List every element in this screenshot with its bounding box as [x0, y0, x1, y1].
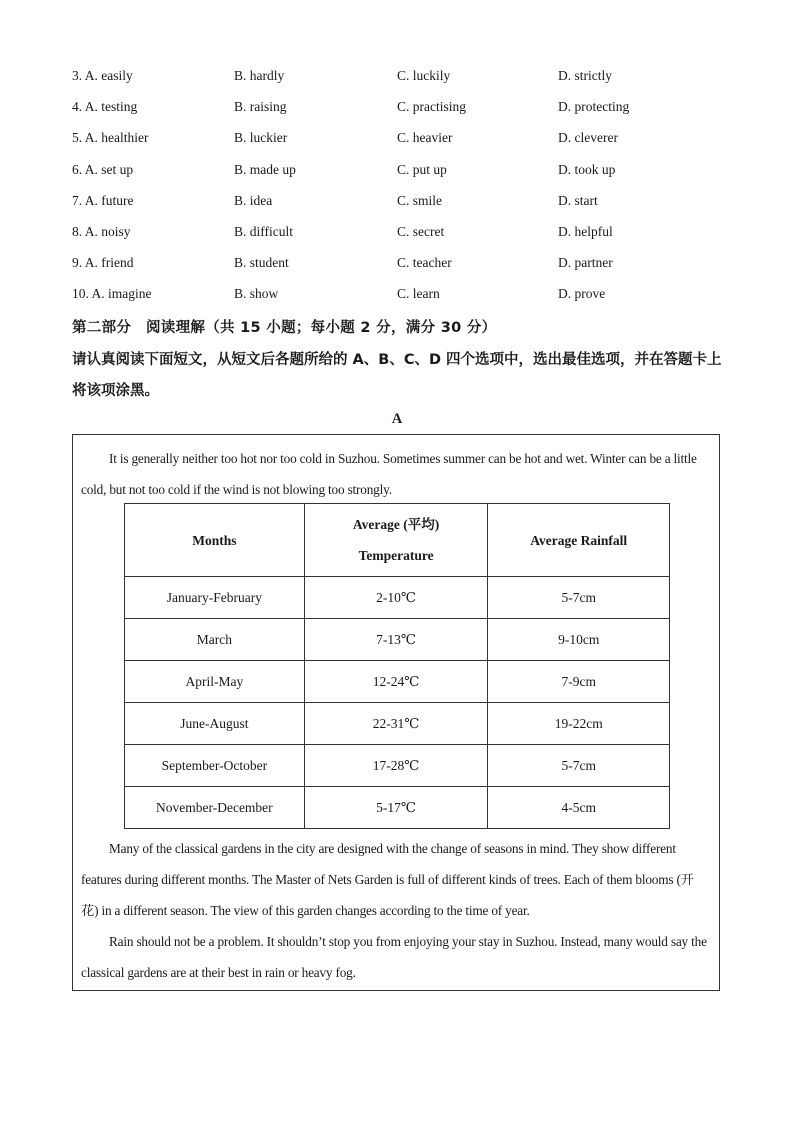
option-c: C. practising [397, 99, 466, 115]
weather-table [124, 503, 670, 829]
option-c: C. smile [397, 192, 443, 208]
cell-rainfall: 7-9cm [488, 661, 670, 703]
cell-months: April-May [125, 661, 305, 703]
option-row-3 [72, 64, 732, 95]
question-number: 6. A. [72, 161, 98, 177]
question-number: 4. A. [72, 99, 98, 115]
header-rainfall: Average Rainfall [488, 504, 670, 577]
option-b: B. show [234, 286, 279, 302]
option-b: B. hardly [234, 68, 285, 83]
option-b: B. raising [234, 99, 287, 115]
option-d: D. partner [558, 255, 613, 271]
option-a [72, 224, 131, 240]
cell-rainfall: 19-22cm [488, 703, 670, 745]
option-c: C. put up [397, 161, 447, 177]
cell-temperature: 2-10℃ [304, 577, 488, 619]
cell-temperature: 7-13℃ [304, 619, 488, 661]
option-row-5 [72, 126, 732, 157]
passage-paragraph-3: Rain should not be a problem. It shouldn’t stop you from enjoying your stay in Suzhou. Instead, many would say the classical gardens are at their best in rain or heavy fog. [81, 934, 707, 980]
option-c: C. learn [397, 286, 440, 302]
option-a [72, 255, 134, 271]
cell-temperature: 5-17℃ [304, 787, 488, 829]
option-a-text: testing [101, 99, 138, 115]
cell-rainfall: 5-7cm [488, 577, 670, 619]
header-temperature-line1: Average (平均) [352, 517, 440, 532]
option-d: D. took up [558, 161, 616, 177]
passage-paragraph-1: It is generally neither too hot nor too cold in Suzhou. Sometimes summer can be hot and wet. Winter can be a little cold, but not too cold if the wind is not blowing too strongly. [81, 451, 697, 497]
option-b: B. student [234, 255, 289, 271]
option-c: C. secret [397, 223, 445, 239]
cell-months: March [125, 619, 305, 661]
section-instruction: 请认真阅读下面短文，从短文后各题所给的 A、B、C、D 四个选项中，选出最佳选项，并在答题卡上将该项涂黑。 [72, 352, 722, 399]
option-a-text: healthier [101, 130, 149, 146]
question-number: 3. A. [72, 68, 98, 83]
question-number: 5. A. [72, 130, 98, 146]
option-a-text: noisy [101, 223, 131, 239]
table-row [125, 661, 670, 703]
option-a-text: easily [101, 68, 133, 83]
header-temperature [304, 504, 488, 577]
table-row [125, 703, 670, 745]
option-a [72, 68, 133, 84]
option-d: D. strictly [558, 68, 612, 83]
cell-months: November-December [125, 787, 305, 829]
cell-temperature: 12-24℃ [304, 661, 488, 703]
question-number: 7. A. [72, 192, 98, 208]
option-d: D. start [558, 192, 598, 208]
option-a-text: friend [101, 255, 134, 271]
option-row-10 [72, 282, 732, 313]
option-c: C. teacher [397, 255, 452, 271]
table-row [125, 619, 670, 661]
option-b: B. difficult [234, 223, 293, 239]
cell-months: September-October [125, 745, 305, 787]
passage-paragraph-2: Many of the classical gardens in the city are designed with the change of seasons in mind. They show different features during different months. The Master of Nets Garden is full of different kinds of trees. Each of them blooms (开花) in a different season. The view of this garden changes according to the time of year. [81, 841, 694, 918]
option-b: B. idea [234, 192, 273, 208]
option-a-text: future [101, 192, 134, 208]
option-d: D. helpful [558, 223, 613, 239]
option-b: B. luckier [234, 130, 288, 146]
option-row-8 [72, 220, 732, 251]
option-row-4 [72, 95, 732, 126]
option-row-6 [72, 158, 732, 189]
option-d: D. protecting [558, 99, 630, 115]
question-number: 10. A. [72, 286, 105, 302]
cell-months: January-February [125, 577, 305, 619]
table-row [125, 577, 670, 619]
option-a [72, 130, 149, 146]
option-a [72, 193, 134, 209]
option-d: D. cleverer [558, 130, 618, 146]
cell-rainfall: 5-7cm [488, 745, 670, 787]
passage-box [72, 434, 720, 991]
option-a-text: set up [101, 161, 134, 177]
option-a [72, 286, 152, 302]
table-header-row [125, 504, 670, 577]
option-a-text: imagine [108, 286, 152, 302]
answer-options-list [72, 64, 732, 314]
cell-temperature: 22-31℃ [304, 703, 488, 745]
cell-temperature: 17-28℃ [304, 745, 488, 787]
option-a [72, 99, 137, 115]
table-row [125, 745, 670, 787]
cell-rainfall: 4-5cm [488, 787, 670, 829]
option-b: B. made up [234, 161, 296, 177]
table-row [125, 787, 670, 829]
option-d: D. prove [558, 286, 606, 302]
option-a [72, 162, 133, 178]
passage-label: A [391, 411, 403, 427]
question-number: 8. A. [72, 223, 98, 239]
header-temperature-line2: Temperature [358, 548, 434, 563]
option-row-9 [72, 251, 732, 282]
option-c: C. heavier [397, 130, 453, 146]
cell-months: June-August [125, 703, 305, 745]
section-title: 第二部分 阅读理解（共 15 小题；每小题 2 分，满分 30 分） [72, 320, 497, 336]
option-c: C. luckily [397, 68, 451, 83]
option-row-7 [72, 189, 732, 220]
question-number: 9. A. [72, 255, 98, 271]
header-months: Months [125, 504, 305, 577]
cell-rainfall: 9-10cm [488, 619, 670, 661]
